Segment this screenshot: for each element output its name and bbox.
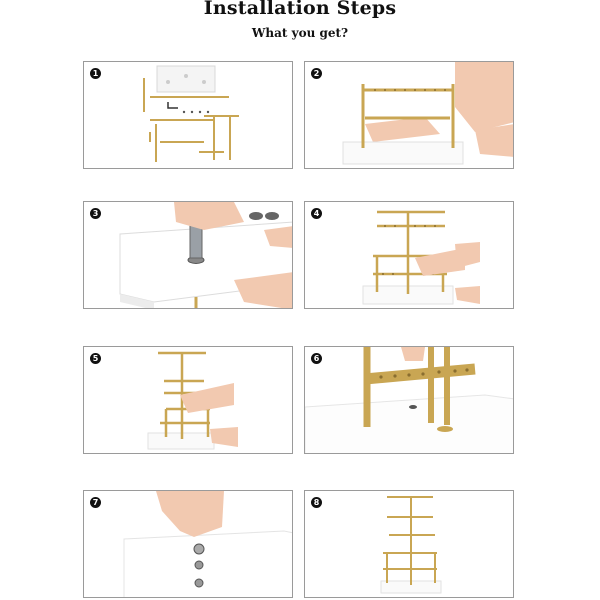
step-panel-6 (304, 346, 514, 454)
step-badge-5: 5 (90, 353, 101, 364)
step-panel-8 (304, 490, 514, 598)
screw-2 (195, 579, 203, 587)
hand-left (365, 117, 440, 142)
step-badge-7: 7 (90, 497, 101, 508)
hand-left (180, 383, 234, 413)
parts-illustration (84, 62, 293, 169)
hand-right (455, 286, 480, 304)
step-panel-2 (304, 61, 514, 169)
step-panel-7 (83, 490, 293, 598)
hex-key (168, 102, 178, 108)
screw-1 (195, 561, 203, 569)
hole-1 (249, 212, 263, 220)
step-panel-4 (304, 201, 514, 309)
step-badge-6: 6 (311, 353, 322, 364)
step-badge-1: 1 (90, 68, 101, 79)
step-panel-5 (83, 346, 293, 454)
page-title: Installation Steps (203, 0, 397, 19)
finished-stand (305, 491, 514, 598)
hole-2 (265, 212, 279, 220)
page-subtitle: What you get? (251, 26, 349, 40)
step-badge-3: 3 (90, 208, 101, 219)
white-base (305, 395, 514, 454)
white-base-part (157, 66, 215, 92)
white-base-underside (124, 531, 293, 598)
step-panel-1 (83, 61, 293, 169)
step-badge-2: 2 (311, 68, 322, 79)
step-badge-4: 4 (311, 208, 322, 219)
step-panel-3 (83, 201, 293, 309)
hand-top (455, 62, 514, 132)
screws (183, 111, 209, 113)
hand (156, 491, 224, 537)
step-badge-8: 8 (311, 497, 322, 508)
hand (401, 347, 425, 361)
white-base (343, 142, 463, 164)
